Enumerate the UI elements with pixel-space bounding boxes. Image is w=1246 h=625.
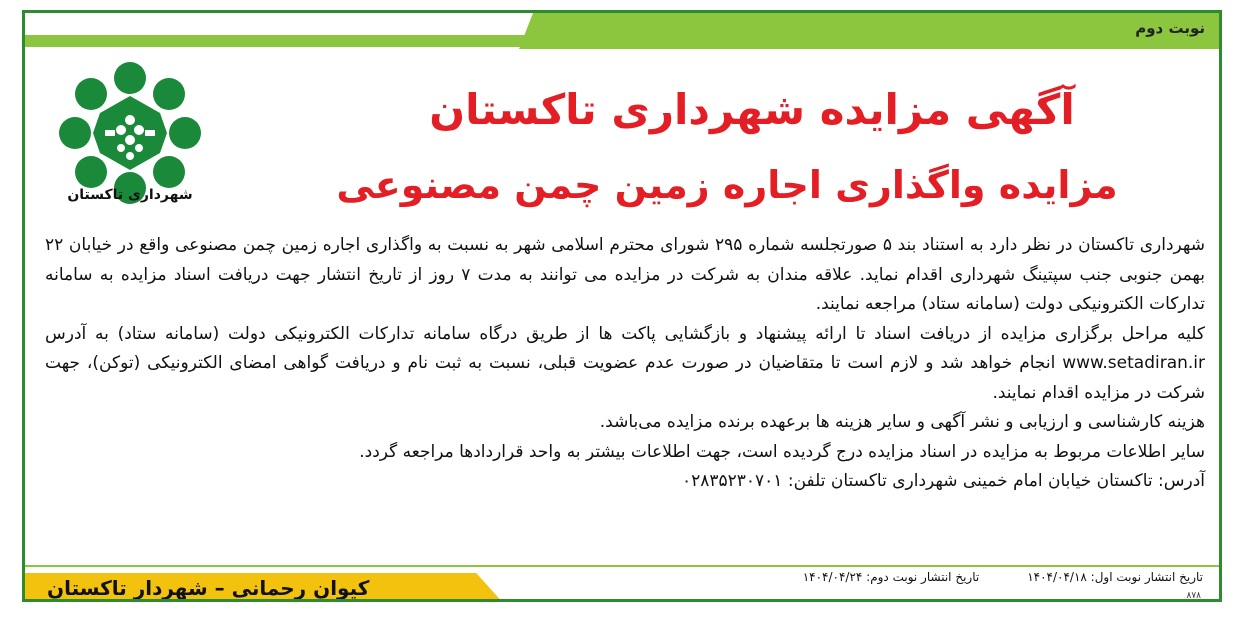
signature: کیوان رحمانی – شهردار تاکستان xyxy=(47,576,370,600)
ad-frame xyxy=(22,10,1222,602)
address-line: آدرس: تاکستان خیابان امام خمینی شهرداری تاکستان تلفن: ۰۲۸۳۵۲۳۰۷۰۱ xyxy=(681,471,1205,491)
ad-body xyxy=(45,231,1205,497)
issue-label: نوبت دوم xyxy=(1135,19,1205,37)
logo-caption: شهرداری تاکستان xyxy=(67,187,193,203)
body-paragraph-1: شهرداری تاکستان در نظر دارد به استناد بند ۵ صورتجلسه شماره ۲۹۵ شورای محترم اسلامی شهر به نسبت به واگذاری اجاره زمین چمن مصنوعی واقع در خیابان ۲۲ بهمن جنوبی جنب سپتینگ شهرداری اقدام نماید. علاقه مندان به شرکت در مزایده می توانند به مدت ۷ روز از تاریخ انتشار جهت دریافت اسناد مزایده به سامانه تدارکات الکترونیکی دولت (سامانه ستاد) مراجعه نمایند. xyxy=(45,235,1206,314)
ad-title: آگهی مزایده شهرداری تاکستان xyxy=(429,85,1075,134)
top-bar xyxy=(25,13,1219,45)
first-publication-date: تاریخ انتشار نوبت اول: ۱۴۰۴/۰۴/۱۸ xyxy=(1027,570,1203,584)
ad-code: ۸۷۸ xyxy=(1186,591,1201,601)
body-paragraph-4: سایر اطلاعات مربوط به مزایده در اسناد مزایده درج گردیده است، جهت اطلاعات بیشتر به واحد قراردادها مراجعه گردد. xyxy=(359,441,1205,462)
ad-subtitle: مزایده واگذاری اجاره زمین چمن مصنوعی xyxy=(336,163,1118,207)
second-publication-date: تاریخ انتشار نوبت دوم: ۱۴۰۴/۰۴/۲۴ xyxy=(802,570,980,584)
body-paragraph-3: هزینه کارشناسی و ارزیابی و نشر آگهی و سایر هزینه ها برعهده برنده مزایده می‌باشد. xyxy=(599,412,1205,432)
footer-divider xyxy=(25,565,1219,567)
publication-dates xyxy=(803,570,1203,584)
top-bar-accent xyxy=(519,13,1219,49)
body-paragraph-2: کلیه مراحل برگزاری مزایده از دریافت اسناد تا ارائه پیشنهاد و بازگشایی پاکت ها از طریق درگاه سامانه تدارکات الکترونیکی دولت (سامانه ستاد) به آدرس www.setadiran.ir انجام خواهد شد و لازم است تا متقاضیان در صورت عدم عضویت قبلی، نسبت به ثبت نام و دریافت گواهی امضای الکترونیکی (توکن)، جهت شرکت در مزایده اقدام نمایند. xyxy=(45,323,1205,403)
